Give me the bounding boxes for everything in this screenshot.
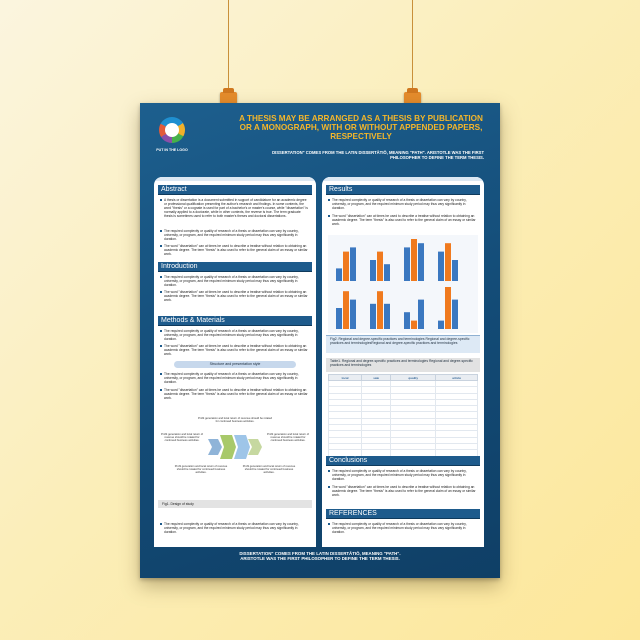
- fig2-caption: Fig2. Regional and degree-specific practices and terminologies Regional and degree-specific practices and terminologiesRegional and degree-specific practices and terminologies: [326, 335, 480, 353]
- chart-1-bar-group-3-series-2: [411, 239, 417, 281]
- introduction-heading: Introduction: [158, 262, 312, 272]
- chart-2-bar-group-2-series-3: [384, 304, 390, 329]
- methods-heading: Methods & Materials: [158, 316, 312, 326]
- right-column: [322, 177, 484, 547]
- footer-line-2: ARISTOTLE WAS THE FIRST PHILOSOPHER TO DEFINE THE TERM THESIS.: [240, 556, 400, 562]
- hanging-string-left: [228, 0, 229, 98]
- chart-1-bar-group-3-series-3: [418, 243, 424, 281]
- closing-paragraph: The required complexity or quality of research of a thesis or dissertation can vary by country, university, or program, and the required minimum study period may thus vary significantly in duration.: [160, 522, 310, 534]
- results-chart-area: [328, 235, 478, 333]
- diagram-text-top: Profit generation and local return of revenue should be rotated for continued business activities.: [198, 417, 272, 424]
- footer-line-1: DISSERTATION" COMES FROM THE LATIN DISSERTĀTIŌ, MEANING "PATH".: [239, 551, 401, 556]
- methods-paragraph-3: The required complexity or quality of research of a thesis or dissertation can vary by country, university, or program, and the required minimum study period may thus vary significantly in duration.: [160, 372, 310, 384]
- left-column: [154, 177, 316, 547]
- results-paragraph-2: The word "dissertation" can at times be used to describe a treatise without relation to obtaining an academic degree. The term "thesis" is also used to refer to the general claim of an essay or similar work.: [328, 214, 478, 226]
- table1-caption: Table1. Regional and degree-specific practices and terminologies Regional and degree-specific practices and terminologies: [326, 358, 480, 372]
- logo-icon: [159, 117, 185, 143]
- table-header-quality: quality: [391, 375, 436, 381]
- poster-header: [140, 103, 500, 173]
- diagram-chevron-2: [220, 435, 236, 459]
- chart-1-bar-group-2-series-2: [377, 252, 383, 281]
- chart-1-bar-group-2-series-1: [370, 260, 376, 281]
- diagram-text-bottom-right: Profit generation and local return of revenue should be rotated for continued business activities.: [242, 465, 296, 475]
- poster-title: A THESIS MAY BE ARRANGED AS A THESIS BY PUBLICATION OR A MONOGRAPH, WITH OR WITHOUT APPENDED PAPERS, RESPECTIVELY: [239, 114, 483, 141]
- introduction-paragraph-1: The required complexity or quality of research of a thesis or dissertation can vary by country, university, or program, and the required minimum study period may thus vary significantly in duration.: [160, 275, 310, 287]
- diagram-chevron-1: [208, 439, 222, 455]
- table-header-local: local: [329, 375, 362, 381]
- methods-paragraph-1: The required complexity or quality of research of a thesis or dissertation can vary by country, university, or program, and the required minimum study period may thus vary significantly in duration.: [160, 329, 310, 341]
- chart-1-bar-group-1-series-1: [336, 268, 342, 281]
- column-top-tab: [322, 177, 484, 181]
- chart-2-bar-group-2-series-1: [370, 304, 376, 329]
- methods-paragraph-4: The word "dissertation" can at times be used to describe a treatise without relation to obtaining an academic degree. The term "thesis" is also used to refer to the general claim of an essay or similar work.: [160, 388, 310, 400]
- poster-footer: [140, 551, 500, 562]
- results-bar-charts: [328, 235, 478, 333]
- abstract-paragraph-2: The required complexity or quality of research of a thesis or dissertation can vary by country, university, or program, and the required minimum study period may thus vary significantly in duration.: [160, 229, 310, 241]
- chart-1-bar-group-3-series-1: [404, 247, 410, 281]
- diagram-text-left: Profit generation and local return of revenue should be rotated for continued business activities.: [161, 433, 203, 443]
- study-design-diagram: [160, 417, 310, 495]
- chart-1-bar-group-4-series-1: [438, 252, 444, 281]
- hanging-string-right: [412, 0, 413, 98]
- conclusions-paragraph-1: The required complexity or quality of research of a thesis or dissertation can vary by country, university, or program, and the required minimum study period may thus vary significantly in duration.: [328, 469, 478, 481]
- results-paragraph-1: The required complexity or quality of research of a thesis or dissertation can vary by country, university, or program, and the required minimum study period may thus vary significantly in duration.: [328, 198, 478, 210]
- chart-1-bar-group-2-series-3: [384, 264, 390, 281]
- poster-subtitle: DISSERTATION" COMES FROM THE LATIN DISSERTĀTIŌ, MEANING "PATH". ARISTOTLE WAS THE FIRST PHILOSOPHER TO DEFINE THE TERM THESIS.: [272, 150, 484, 160]
- fig1-caption: Fig1. Design of study: [158, 500, 312, 508]
- chart-2-bar-group-4-series-3: [452, 300, 458, 329]
- introduction-paragraph-2: The word "dissertation" can at times be used to describe a treatise without relation to obtaining an academic degree. The term "thesis" is also used to refer to the general claim of an essay or similar work.: [160, 290, 310, 302]
- table-header-sale: sale: [362, 375, 391, 381]
- chart-2-bar-group-3-series-1: [404, 312, 410, 329]
- chart-2-bar-group-3-series-3: [418, 300, 424, 329]
- conclusions-paragraph-2: The word "dissertation" can at times be used to describe a treatise without relation to obtaining an academic degree. The term "thesis" is also used to refer to the general claim of an essay or similar work.: [328, 485, 478, 497]
- column-top-tab: [154, 177, 316, 181]
- abstract-paragraph-1: A thesis or dissertation is a document submitted in support of candidature for an academic degree or professional qualification presenting the author's research and findings. In some contexts, the word "thesis" or a cognate is used for part of a bachelor's or master's course, while "dissertation" is normally applied to a doctorate, while in other contexts, the reverse is true. The term graduate thesis is sometimes used to refer to both master's theses and doctoral dissertations.: [160, 198, 310, 218]
- chart-2-bar-group-4-series-2: [445, 287, 451, 329]
- chart-2-bar-group-1-series-3: [350, 300, 356, 329]
- structure-pill: Structure and presentation style: [174, 361, 296, 368]
- poster: [140, 103, 500, 578]
- chart-2-bar-group-3-series-2: [411, 321, 417, 329]
- abstract-heading: Abstract: [158, 185, 312, 195]
- diagram-text-right: Profit generation and local return of revenue should be rotated for continued business activities.: [267, 433, 309, 443]
- results-heading: Results: [326, 185, 480, 195]
- chart-2-bar-group-2-series-2: [377, 291, 383, 329]
- diagram-chevron-3: [234, 435, 250, 459]
- diagram-text-bottom-left: Profit generation and local return of revenue should be rotated for continued business activities.: [174, 465, 228, 475]
- chart-2-bar-group-1-series-2: [343, 291, 349, 329]
- references-paragraph: The required complexity or quality of research of a thesis or dissertation can vary by country, university, or program, and the required minimum study period may thus vary significantly in duration.: [328, 522, 478, 534]
- references-heading: REFERENCES: [326, 509, 480, 519]
- logo-caption: PUT IN THE LOGO: [156, 148, 188, 152]
- abstract-paragraph-3: The word "dissertation" can at times be used to describe a treatise without relation to obtaining an academic degree. The term "thesis" is also used to refer to the general claim of an essay or similar work.: [160, 244, 310, 256]
- chart-1-bar-group-4-series-2: [445, 243, 451, 281]
- diagram-shapes: [160, 425, 310, 485]
- diagram-chevron-4: [248, 439, 262, 455]
- table-body: [329, 381, 478, 457]
- chart-1-bar-group-4-series-3: [452, 260, 458, 281]
- results-table: [328, 374, 478, 457]
- chart-1-bar-group-1-series-3: [350, 247, 356, 281]
- chart-2-bar-group-4-series-1: [438, 321, 444, 329]
- chart-1-bar-group-1-series-2: [343, 252, 349, 281]
- methods-paragraph-2: The word "dissertation" can at times be used to describe a treatise without relation to obtaining an academic degree. The term "thesis" is also used to refer to the general claim of an essay or similar work.: [160, 344, 310, 356]
- table-header-article: article: [436, 375, 478, 381]
- chart-2-bar-group-1-series-1: [336, 308, 342, 329]
- conclusions-heading: Conclusions: [326, 456, 480, 466]
